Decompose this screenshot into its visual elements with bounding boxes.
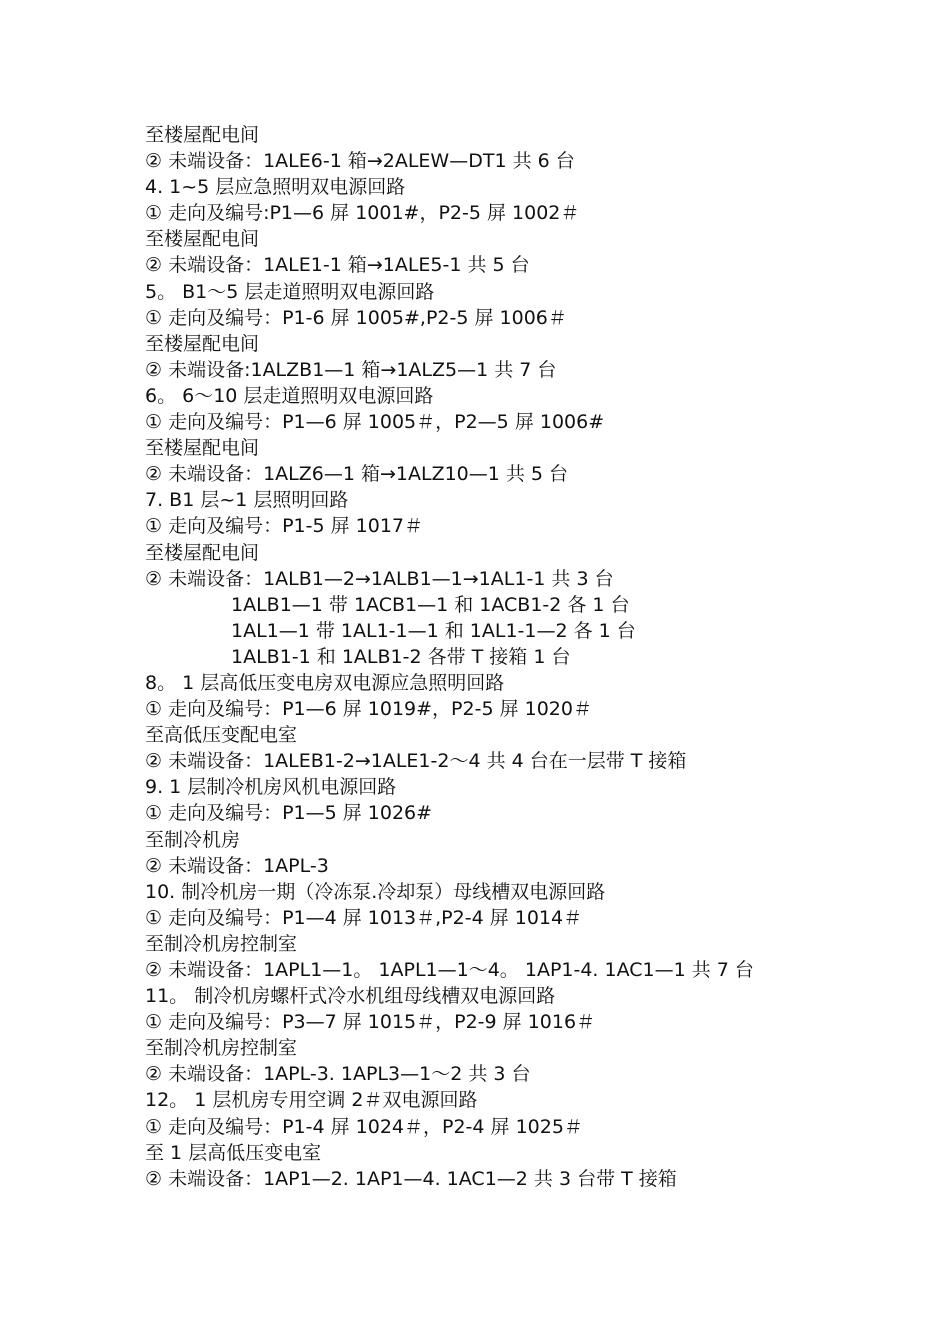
text-line: ① 走向及编号：P1—6 屏 1019#，P2-5 屏 1020＃ — [145, 698, 592, 721]
section-heading: 8。 1 层高低压变电房双电源应急照明回路 — [145, 671, 505, 694]
text-line: 至楼屋配电间 — [145, 332, 260, 355]
text-line: ② 未端设备：1AP1—2. 1AP1—4. 1AC1—2 共 3 台带 T 接箱 — [145, 1167, 677, 1190]
text-line: 至制冷机房控制室 — [145, 1037, 298, 1060]
text-line: ② 未端设备：1ALZ6—1 箱→1ALZ10—1 共 5 台 — [145, 463, 569, 486]
section-heading: 9. 1 层制冷机房风机电源回路 — [145, 776, 397, 799]
text-line: ② 未端设备：1ALB1—2→1ALB1—1→1AL1-1 共 3 台 — [145, 567, 614, 590]
indented-line: 1AL1—1 带 1AL1-1—1 和 1AL1-1—2 各 1 台 — [231, 619, 636, 642]
document-body — [145, 122, 815, 1192]
text-line: ① 走向及编号：P1—5 屏 1026# — [145, 802, 433, 825]
text-line: ① 走向及编号：P3—7 屏 1015＃，P2-9 屏 1016＃ — [145, 1011, 596, 1034]
text-line: ② 未端设备：1APL-3 — [145, 854, 329, 877]
text-line: 至楼屋配电间 — [145, 437, 260, 460]
section-heading: 10. 制冷机房一期（冷冻泵.冷却泵）母线槽双电源回路 — [145, 880, 606, 903]
indented-line: 1ALB1-1 和 1ALB1-2 各带 T 接箱 1 台 — [231, 645, 571, 668]
text-line: 至高低压变配电室 — [145, 724, 298, 747]
text-line: ① 走向及编号：P1-5 屏 1017＃ — [145, 515, 423, 538]
text-line: ② 未端设备：1APL1—1。 1APL1—1～4。 1AP1-4. 1AC1—1 共 7 台 — [145, 959, 754, 981]
text-line: ① 走向及编号：P1—4 屏 1013＃,P2-4 屏 1014＃ — [145, 906, 583, 929]
section-heading: 7. B1 层~1 层照明回路 — [145, 489, 349, 512]
text-line: ① 走向及编号:P1—6 屏 1001#，P2-5 屏 1002＃ — [145, 202, 580, 225]
text-line: 至楼屋配电间 — [145, 541, 260, 564]
text-line: ① 走向及编号：P1-6 屏 1005#,P2-5 屏 1006＃ — [145, 306, 567, 329]
text-line: ② 未端设备:1ALZB1—1 箱→1ALZ5—1 共 7 台 — [145, 358, 557, 381]
text-line: 至制冷机房控制室 — [145, 932, 298, 955]
text-line: ① 走向及编号：P1-4 屏 1024＃，P2-4 屏 1025＃ — [145, 1115, 583, 1138]
section-heading: 11。 制冷机房螺杆式冷水机组母线槽双电源回路 — [145, 985, 556, 1008]
text-line: ② 未端设备：1APL-3. 1APL3—1～2 共 3 台 — [145, 1063, 531, 1086]
text-line: 至楼屋配电间 — [145, 228, 260, 251]
section-heading: 4. 1~5 层应急照明双电源回路 — [145, 176, 406, 199]
text-line: ② 未端设备：1ALE1-1 箱→1ALE5-1 共 5 台 — [145, 254, 530, 277]
indented-line: 1ALB1—1 带 1ACB1—1 和 1ACB1-2 各 1 台 — [231, 593, 630, 616]
text-line: 至 1 层高低压变电室 — [145, 1141, 322, 1164]
section-heading: 6。 6～10 层走道照明双电源回路 — [145, 384, 434, 407]
text-line: 至制冷机房 — [145, 828, 241, 851]
section-heading: 5。 B1～5 层走道照明双电源回路 — [145, 280, 435, 303]
text-line: ① 走向及编号：P1—6 屏 1005＃，P2—5 屏 1006# — [145, 411, 605, 434]
section-heading: 12。 1 层机房专用空调 2＃双电源回路 — [145, 1089, 478, 1112]
text-line: 至楼屋配电间 — [145, 124, 260, 146]
text-line: ② 未端设备：1ALEB1-2→1ALE1-2～4 共 4 台在一层带 T 接箱 — [145, 750, 687, 773]
text-line: ② 未端设备：1ALE6-1 箱→2ALEW—DT1 共 6 台 — [145, 150, 575, 173]
